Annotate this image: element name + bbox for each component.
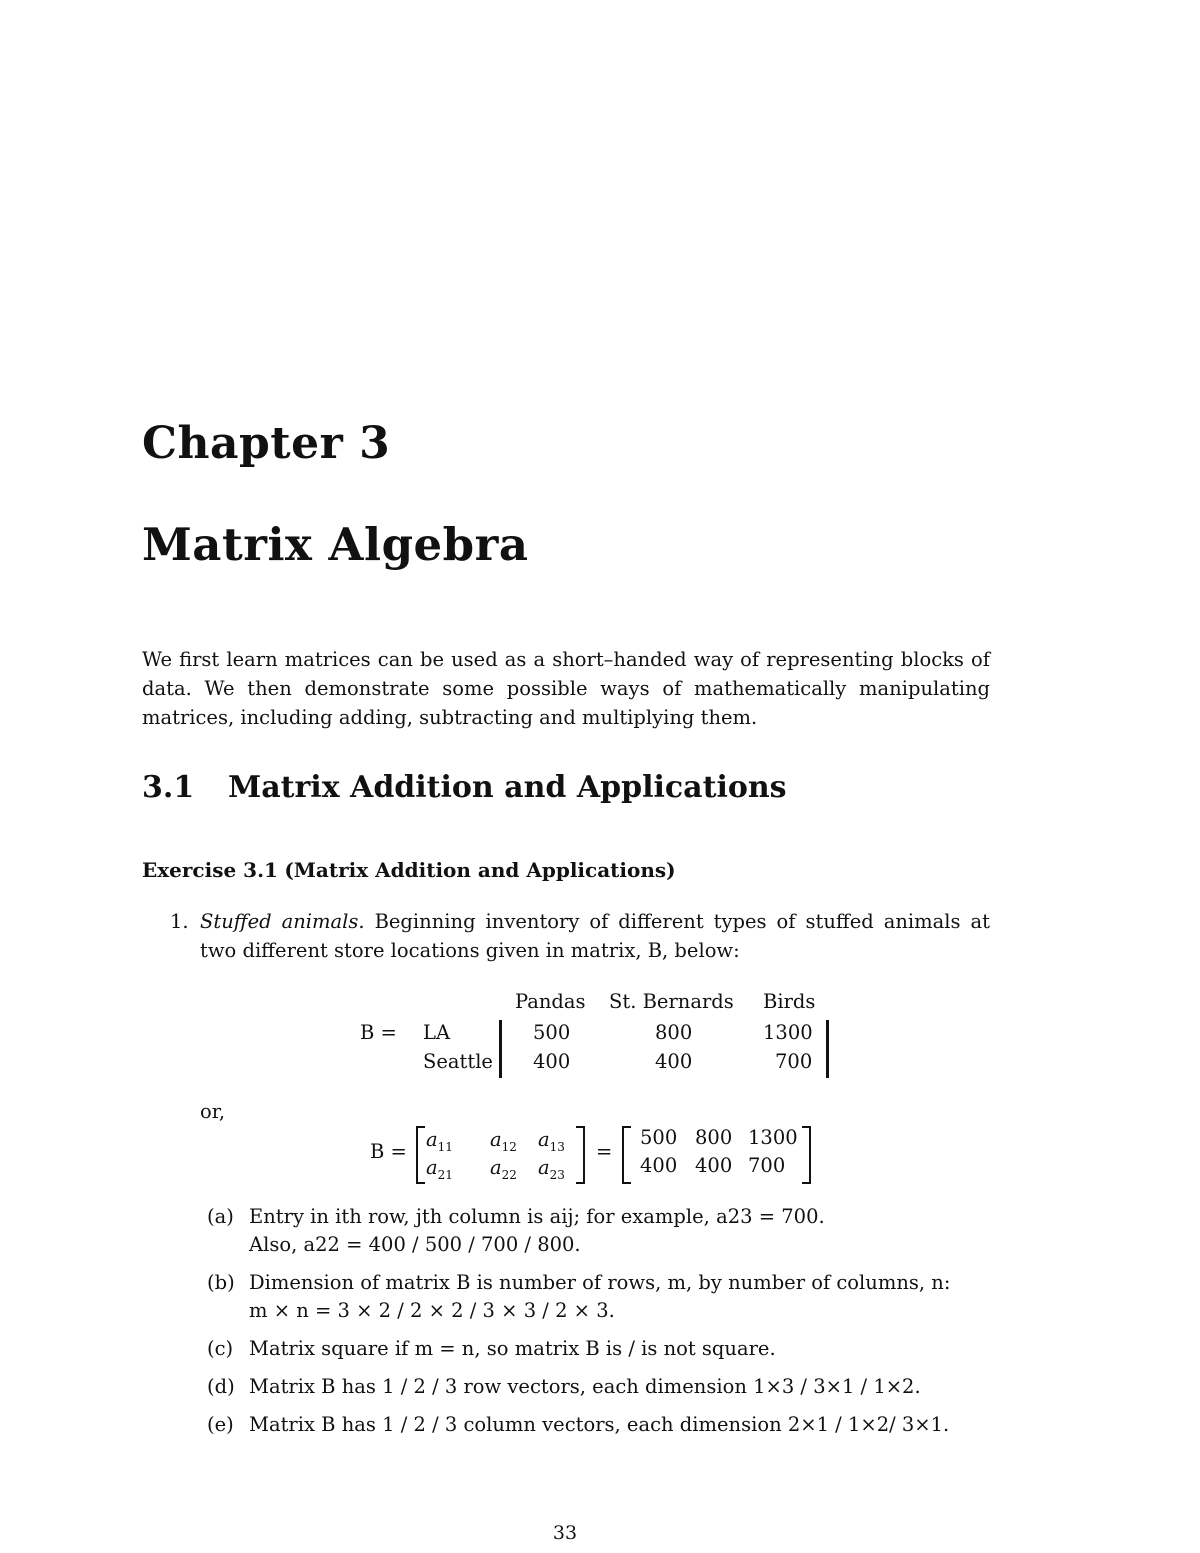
matrix-cell: 400 — [640, 1154, 678, 1177]
sub-item-c — [207, 1335, 997, 1363]
or-text: or, — [200, 1100, 226, 1123]
matrix-name: B = — [370, 1140, 407, 1163]
sub-item-line: Dimension of matrix B is number of rows, m, by number of columns, n: — [249, 1271, 951, 1294]
sub-item-list — [207, 1203, 997, 1449]
matrix-cell: $a_{22}$ — [490, 1156, 517, 1182]
row-label: LA — [423, 1021, 451, 1044]
section-heading — [142, 770, 787, 805]
item-text: Beginning inventory of different types of stuffed animals at two different store locations given in matrix, B, below: — [200, 910, 990, 962]
column-header: Pandas — [515, 990, 586, 1013]
sub-item-line: Matrix B has 1 / 2 / 3 column vectors, each dimension 2×1 / 1×2/ 3×1. — [249, 1413, 950, 1436]
sub-item-label: (a) — [207, 1205, 234, 1228]
chapter-title: Matrix Algebra — [142, 518, 529, 571]
equals-sign: = — [596, 1140, 613, 1163]
matrix-cell: 500 — [533, 1021, 571, 1044]
page-number: 33 — [552, 1522, 578, 1544]
matrix-cell: $a_{11}$ — [426, 1128, 453, 1154]
chapter-label: Chapter 3 — [142, 418, 391, 469]
symbolic-matrix-equation — [370, 1126, 820, 1186]
matrix-cell: 1300 — [748, 1126, 798, 1149]
column-header: St. Bernards — [609, 990, 734, 1013]
right-bracket — [576, 1126, 585, 1184]
row-label: Seattle — [423, 1050, 493, 1073]
item-body — [200, 907, 990, 965]
section-title: Matrix Addition and Applications — [228, 770, 787, 805]
sub-item-label: (b) — [207, 1271, 235, 1294]
matrix-cell: 800 — [695, 1126, 733, 1149]
sub-item-d — [207, 1373, 997, 1401]
matrix-cell: 500 — [640, 1126, 678, 1149]
section-number: 3.1 — [142, 770, 195, 805]
matrix-cell: $a_{12}$ — [490, 1128, 517, 1154]
matrix-name: B = — [360, 1021, 397, 1044]
matrix-cell: 700 — [775, 1050, 813, 1073]
matrix-cell: $a_{23}$ — [538, 1156, 565, 1182]
intro-paragraph: We first learn matrices can be used as a short–handed way of representing blocks of data. We then demonstrate some possible ways of mathematically manipulating matrices, including adding, subtracting and multiplying them. — [142, 648, 990, 729]
matrix-cell: 700 — [748, 1154, 786, 1177]
sub-item-line: Entry in ith row, jth column is aij; for example, a23 = 700. — [249, 1205, 825, 1228]
matrix-cell: $a_{13}$ — [538, 1128, 565, 1154]
column-header: Birds — [763, 990, 816, 1013]
right-bar — [826, 1020, 829, 1078]
left-bracket — [416, 1126, 425, 1184]
matrix-cell: 400 — [533, 1050, 571, 1073]
left-bracket — [622, 1126, 631, 1184]
right-bracket — [802, 1126, 811, 1184]
exercise-title: (Matrix Addition and Applications) — [284, 858, 676, 882]
matrix-cell: 1300 — [763, 1021, 813, 1044]
sub-item-line: m × n = 3 × 2 / 2 × 2 / 3 × 3 / 2 × 3. — [249, 1299, 615, 1322]
matrix-cell: 400 — [695, 1154, 733, 1177]
exercise-item-1 — [170, 907, 990, 965]
sub-item-line: Matrix square if m = n, so matrix B is / is not square. — [249, 1337, 776, 1360]
matrix-cell: 800 — [655, 1021, 693, 1044]
exercise-heading — [142, 858, 676, 882]
exercise-label: Exercise 3.1 — [142, 858, 278, 882]
sub-item-label: (d) — [207, 1375, 235, 1398]
sub-item-line: Matrix B has 1 / 2 / 3 row vectors, each dimension 1×3 / 3×1 / 1×2. — [249, 1375, 921, 1398]
sub-item-b — [207, 1269, 997, 1325]
left-bar — [499, 1020, 502, 1078]
sub-item-line: Also, a22 = 400 / 500 / 700 / 800. — [249, 1233, 581, 1256]
sub-item-e — [207, 1411, 997, 1439]
matrix-cell: 400 — [655, 1050, 693, 1073]
sub-item-label: (e) — [207, 1413, 234, 1436]
item-number: 1. — [170, 910, 189, 933]
matrix-cell: $a_{21}$ — [426, 1156, 453, 1182]
sub-item-a — [207, 1203, 997, 1259]
item-topic: Stuffed animals. — [200, 910, 365, 933]
sub-item-label: (c) — [207, 1337, 234, 1360]
